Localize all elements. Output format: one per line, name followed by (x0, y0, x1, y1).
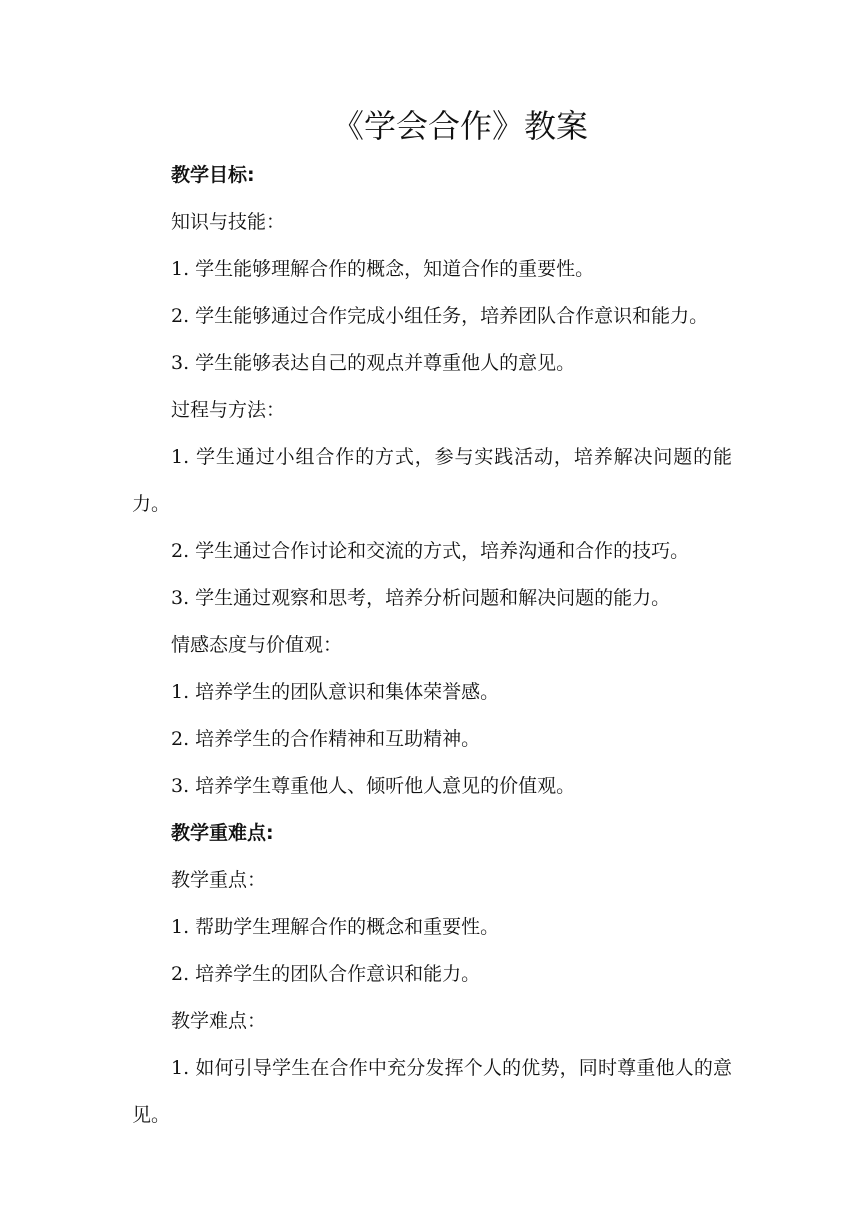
list-item: 1. 培养学生的团队意识和集体荣誉感。 (171, 681, 500, 703)
subheading-difficulty: 教学难点： (171, 1010, 267, 1032)
section-heading-objectives: 教学目标: (171, 164, 255, 186)
subheading-knowledge: 知识与技能： (171, 211, 286, 233)
list-item: 2. 学生通过合作讨论和交流的方式，培养沟通和合作的技巧。 (171, 540, 690, 562)
list-item: 3. 培养学生尊重他人、倾听他人意见的价值观。 (171, 775, 576, 797)
list-item: 2. 培养学生的团队合作意识和能力。 (171, 963, 481, 985)
list-item: 2. 培养学生的合作精神和互助精神。 (171, 728, 481, 750)
section-heading-keypoints: 教学重难点: (171, 822, 274, 844)
list-item: 1. 如何引导学生在合作中充分发挥个人的优势，同时尊重他人的意见。 (132, 1057, 732, 1126)
list-item: 3. 学生通过观察和思考，培养分析问题和解决问题的能力。 (171, 587, 671, 609)
subheading-emotion: 情感态度与价值观： (171, 634, 343, 656)
document-title: 《学会合作》教案 (331, 107, 588, 145)
list-item: 2. 学生能够通过合作完成小组任务，培养团队合作意识和能力。 (171, 305, 709, 327)
list-item: 1. 学生通过小组合作的方式，参与实践活动，培养解决问题的能力。 (132, 446, 732, 515)
list-item: 1. 学生能够理解合作的概念，知道合作的重要性。 (171, 258, 595, 280)
list-item: 3. 学生能够表达自己的观点并尊重他人的意见。 (171, 352, 576, 374)
document-body (132, 152, 732, 1139)
subheading-process: 过程与方法： (171, 399, 286, 421)
subheading-focus: 教学重点： (171, 869, 267, 891)
list-item: 1. 帮助学生理解合作的概念和重要性。 (171, 916, 500, 938)
